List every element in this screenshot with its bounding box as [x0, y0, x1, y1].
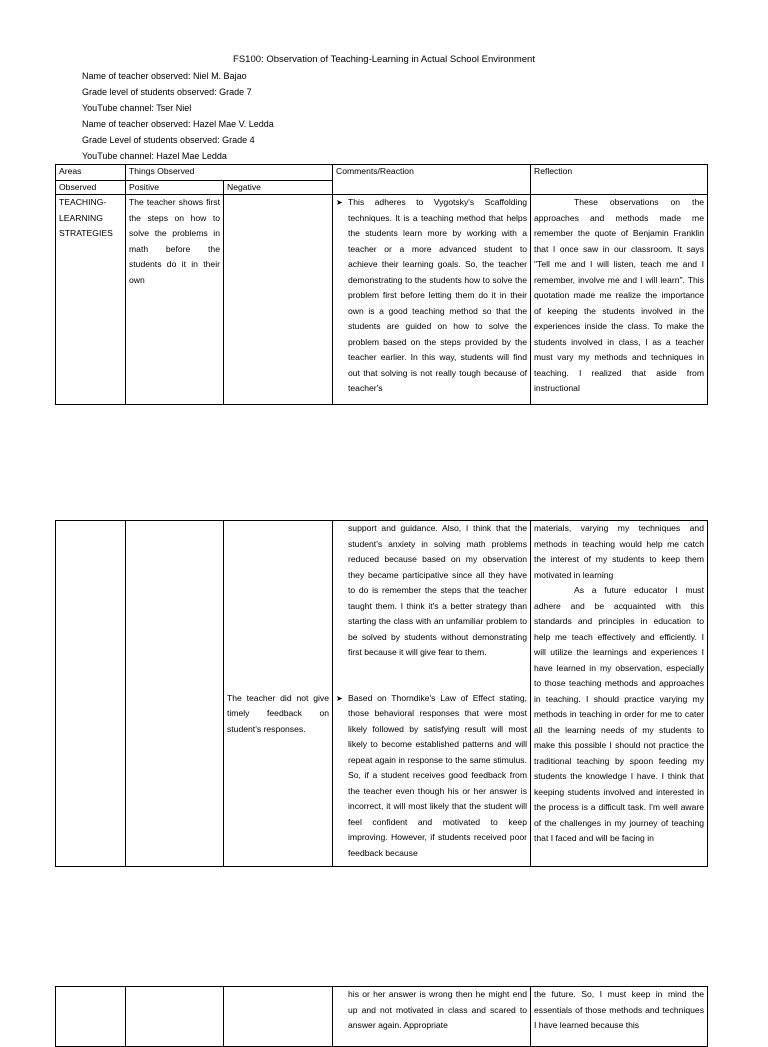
observation-table-page-1 [55, 164, 708, 405]
things-observed-header: Things Observed [126, 165, 333, 181]
negative-observation: The teacher did not give timely feedback on student's responses. [227, 692, 329, 734]
area-cell-empty [56, 987, 126, 1047]
reflection-part-a: materials, varying my techniques and methods in teaching would help me catch the interest of my students to keep them motivated in learning [534, 523, 704, 580]
negative-header: Negative [224, 181, 333, 195]
reflection-part-b: As a future educator I must adhere and be acquainted with this standards and principles in education to help me teach effectively and efficiently. I will utilize the learnings and experiences I have learned in my observation, especially to those teaching methods and approaches in teaching. I should practice varying my methods in teaching in order for me to cater all the learning needs of my students to make this possible I should not practice the traditional teaching by spoon feeding my students the knowledge I have. I think that keeping students involved and interested in the process is a difficult task. I'm well aware of the challenges in my journey of teaching that I faced and will be facing in [534, 585, 704, 843]
negative-observation-empty [227, 195, 329, 403]
observed-header: Observed [56, 181, 126, 195]
teacher-1-name: Name of teacher observed: Niel M. Bajao [82, 71, 247, 81]
document-title: FS100: Observation of Teaching-Learning in Actual School Environment [233, 54, 535, 65]
teacher-2-grade: Grade Level of students observed: Grade 4 [82, 135, 255, 145]
comment-scaffolding-text: This adheres to Vygotsky's Scaffolding techniques. It is a teaching method that helps the students learn more by working with a teacher or a more advanced student to achieve their learning goals. So, the teacher demonstrating to the students how to solve the problem first before letting them do it in their own is a good teaching method so that the students are guided on how to solve the problem based on the steps provided by the teacher earlier. In this way, students will find out that solving is not really tough because of teacher's [348, 197, 527, 393]
area-teaching-learning-strategies: TEACHING-LEARNING STRATEGIES [59, 197, 113, 238]
teacher-2-channel: YouTube channel: Hazel Mae Ledda [82, 151, 227, 161]
comment-thorndike-text: Based on Thorndike's Law of Effect stating, those behavioral responses that were most likely followed by satisfying result will most likely to become established patterns and will repeat again in response to the same stimulus. So, if a student receives good feedback from the teacher even though his or her answer is incorrect, it will most likely that the student will feel confident and motivated to keep improving. However, if students received poor feedback because [348, 692, 527, 858]
positive-observation: The teacher shows first the steps on how to solve the problems in math before the students do it in their own [129, 197, 220, 285]
area-cell-empty [56, 521, 126, 867]
reflection-text: These observations on the approaches and methods made me remember the quote of Benjamin Franklin that I once saw in our classroom. It says "Tell me and I will listen, teach me and I remember, involve me and I will learn". This quotation made me realize the importance of keeping the students involved in the experiences inside the class. To make the students involved in class, I as a teacher must vary my methods and techniques in teaching. I realized that aside from instructional [534, 197, 704, 393]
reflection-header: Reflection [531, 165, 708, 195]
comments-header: Comments/Reaction [333, 165, 531, 195]
negative-cell-upper-empty [224, 521, 333, 691]
teacher-1-channel: YouTube channel: Tser Niel [82, 103, 192, 113]
arrow-bullet-icon: ➤ [336, 693, 343, 703]
teacher-2-name: Name of teacher observed: Hazel Mae V. Ledda [82, 119, 274, 129]
teacher-1-grade: Grade level of students observed: Grade 7 [82, 87, 252, 97]
positive-cell-empty [126, 521, 224, 867]
comment-continuation-2: his or her answer is wrong then he might end up and not motivated in class and scared to answer again. Appropriate [348, 989, 527, 1030]
areas-header: Areas [56, 165, 126, 181]
negative-cell-empty [224, 987, 333, 1047]
comment-scaffolding [336, 195, 527, 403]
positive-cell-empty [126, 987, 224, 1047]
comment-continuation: support and guidance. Also, I think that the student's anxiety in solving math problems reduced because based on my observation they became participative since all they have to do is remember the steps that the teacher taught them. I think it's a better strategy than starting the class with an unfamiliar problem to be solved by students without demonstrating first because it will give fear to them. [348, 523, 527, 657]
reflection-continuation: the future. So, I must keep in mind the essentials of those methods and techniques I have learned because this [534, 989, 704, 1030]
observation-table-page-2 [55, 520, 708, 867]
positive-header: Positive [126, 181, 224, 195]
observation-table-page-3 [55, 986, 708, 1047]
comment-thorndike [336, 691, 527, 865]
arrow-bullet-icon: ➤ [336, 198, 343, 207]
